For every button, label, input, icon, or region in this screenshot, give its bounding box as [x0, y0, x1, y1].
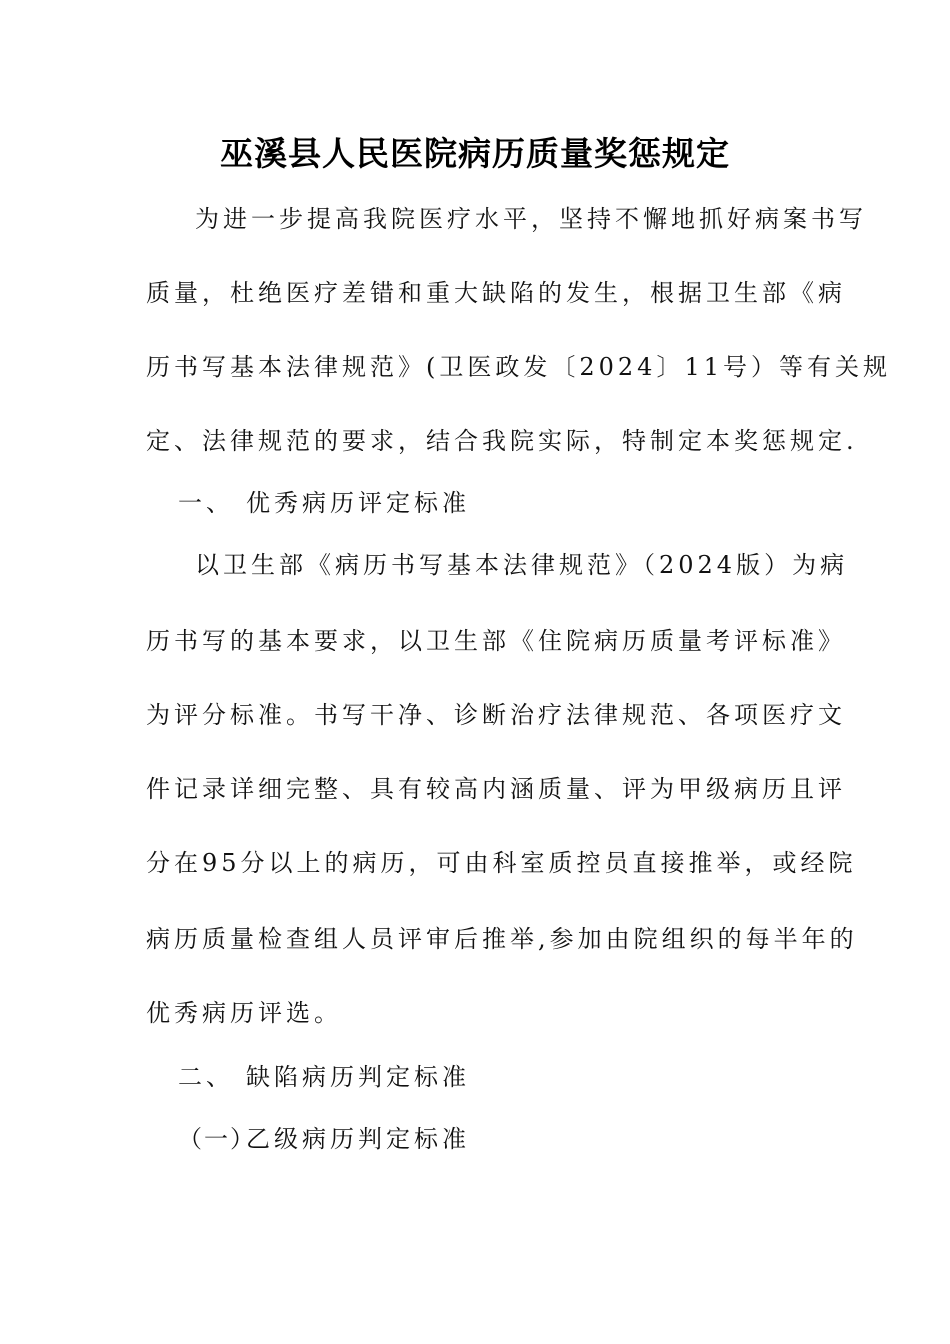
section2-heading: 缺陷病历判定标准: [246, 1063, 470, 1091]
intro-line-1: 为进一步提高我院医疗水平，坚持不懈地抓好病案书写: [195, 205, 867, 233]
section1-line-2: 历书写的基本要求，以卫生部《住院病历质量考评标准》: [146, 627, 846, 655]
section1-line-4: 件记录详细完整、具有较高内涵质量、评为甲级病历且评: [146, 775, 846, 803]
document-title: 巫溪县人民医院病历质量奖惩规定: [220, 134, 730, 173]
section1-line-5: 分在95分以上的病历，可由科室质控员直接推举，或经院: [146, 849, 857, 877]
intro-line-2: 质量，杜绝医疗差错和重大缺陷的发生，根据卫生部《病: [146, 279, 846, 307]
intro-line-4: 定、法律规范的要求，结合我院实际，特制定本奖惩规定.: [146, 427, 858, 455]
section1-heading: 优秀病历评定标准: [246, 489, 470, 517]
subsection-heading: 乙级病历判定标准: [246, 1125, 470, 1153]
section1-line-1: 以卫生部《病历书写基本法律规范》（2024版）为病: [195, 551, 849, 579]
subsection-number: （一）: [178, 1125, 256, 1153]
section1-line-3: 为评分标准。书写干净、诊断治疗法律规范、各项医疗文: [146, 701, 846, 729]
section2-number: 二、: [178, 1063, 234, 1091]
section1-line-7: 优秀病历评选。: [146, 999, 342, 1027]
intro-line-3: 历书写基本法律规范》(卫医政发〔2024〕11号）等有关规: [146, 353, 891, 381]
section1-number: 一、: [178, 489, 234, 517]
section1-line-6: 病历质量检查组人员评审后推举,参加由院组织的每半年的: [146, 925, 858, 953]
